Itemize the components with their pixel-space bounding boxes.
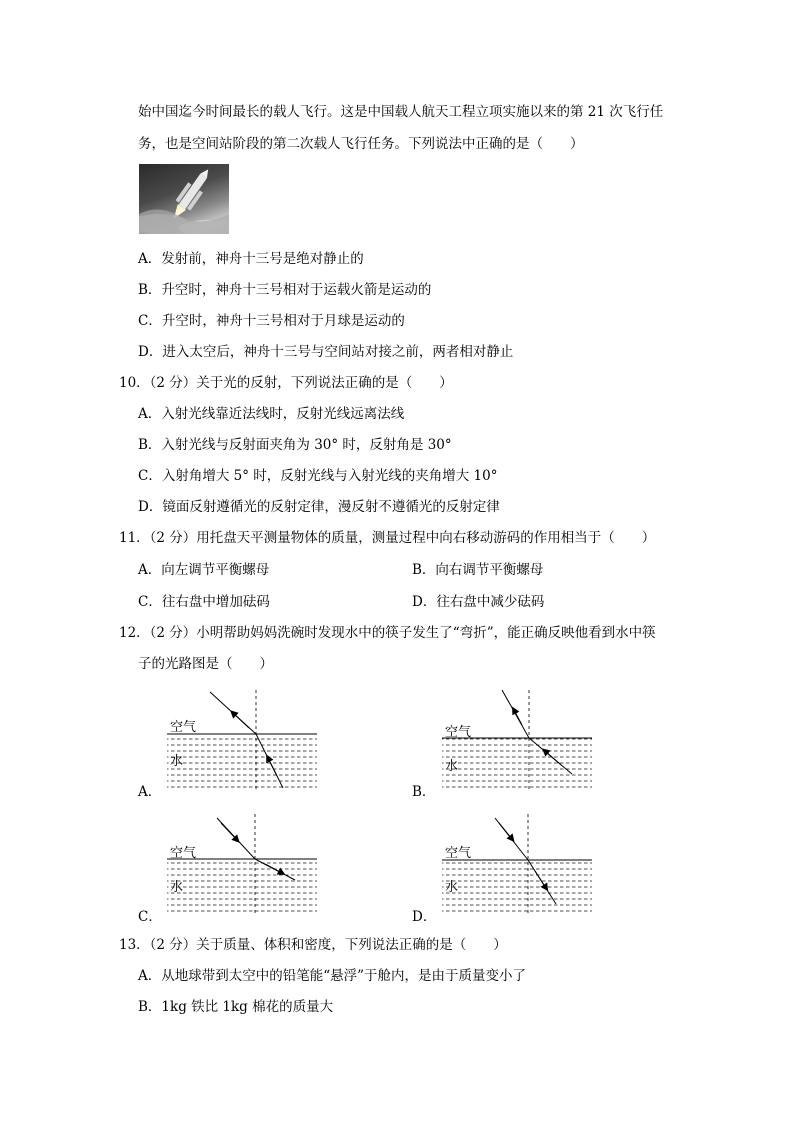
water-label: 水	[445, 880, 459, 895]
q10-option-c: C．入射角增大 5° 时，反射光线与入射光线的夹角增大 10°	[138, 468, 498, 484]
q12-stem-line-2: 子的光路图是（ ）	[138, 656, 273, 672]
light-path-diagram-d	[440, 812, 595, 917]
air-label: 空气	[170, 720, 197, 735]
q9-option-b: B．升空时，神舟十三号相对于运载火箭是运动的	[138, 282, 432, 298]
water-label: 水	[170, 880, 184, 895]
q11-option-c: C．往右盘中增加砝码	[138, 594, 270, 610]
q9-option-d: D．进入太空后，神舟十三号与空间站对接之前，两者相对静止	[138, 344, 514, 360]
q9-option-a: A．发射前，神舟十三号是绝对静止的	[138, 251, 364, 267]
air-label: 空气	[445, 725, 472, 740]
air-label: 空气	[445, 846, 472, 861]
q12-stem-line-1: 12．（2 分）小明帮助妈妈洗碗时发现水中的筷子发生了“弯折”，能正确反映他看到水中筷	[119, 625, 656, 641]
q11-stem: 11．（2 分）用托盘天平测量物体的质量，测量过程中向右移动游码的作用相当于（ ）	[119, 530, 656, 546]
q9-option-c: C．升空时，神舟十三号相对于月球是运动的	[138, 313, 405, 329]
rocket-launch-photo	[139, 164, 229, 234]
water-label: 水	[170, 754, 184, 769]
diagram-c-letter: C．	[138, 909, 162, 925]
diagram-d-letter: D．	[412, 909, 437, 925]
diagram-a-letter: A．	[138, 784, 162, 800]
q10-option-d: D．镜面反射遵循光的反射定律，漫反射不遵循光的反射定律	[138, 499, 500, 515]
water-label: 水	[445, 759, 459, 774]
q10-option-a: A．入射光线靠近法线时，反射光线远离法线	[138, 406, 405, 422]
light-path-diagram-b	[440, 688, 595, 793]
q10-option-b: B．入射光线与反射面夹角为 30° 时，反射角是 30°	[138, 437, 452, 453]
light-path-diagram-c	[165, 812, 320, 917]
light-path-diagram-a	[165, 688, 320, 793]
q13-option-a: A．从地球带到太空中的铅笔能“悬浮”于舱内，是由于质量变小了	[138, 968, 527, 984]
air-label: 空气	[170, 846, 197, 861]
intro-line-1: 始中国迄今时间最长的载人飞行。这是中国载人航天工程立项实施以来的第 21 次飞行任	[138, 104, 664, 120]
intro-line-2: 务，也是空间站阶段的第二次载人飞行任务。下列说法中正确的是（ ）	[138, 136, 584, 152]
q11-option-a: A．向左调节平衡螺母	[138, 562, 270, 578]
q10-stem: 10．（2 分）关于光的反射，下列说法正确的是（ ）	[119, 375, 453, 391]
q13-stem: 13．（2 分）关于质量、体积和密度，下列说法正确的是（ ）	[119, 937, 507, 953]
q13-option-b: B．1kg 铁比 1kg 棉花的质量大	[138, 999, 334, 1015]
diagram-b-letter: B．	[412, 784, 436, 800]
q11-option-b: B．向右调节平衡螺母	[412, 562, 544, 578]
q11-option-d: D．往右盘中减少砝码	[412, 594, 545, 610]
